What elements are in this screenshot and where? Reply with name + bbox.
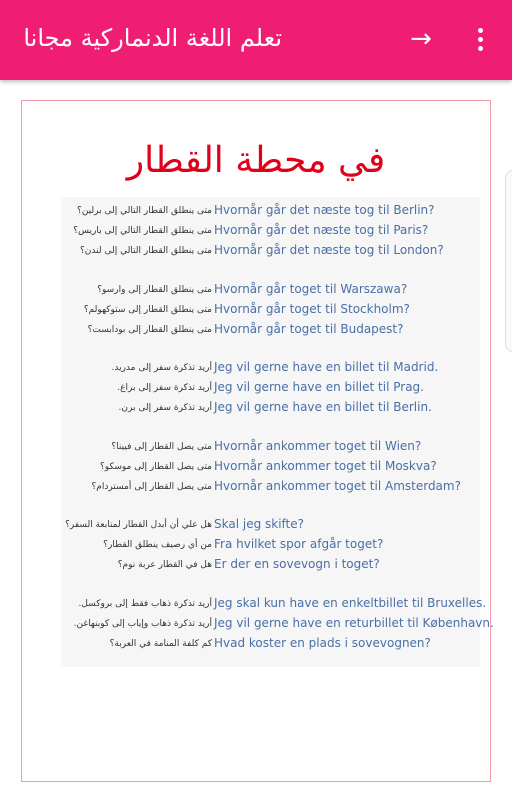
phrase-row xyxy=(0,398,512,418)
phrase-arabic: متى يصل القطار إلى فيينا؟ xyxy=(111,442,212,452)
phrase-danish[interactable]: Jeg vil gerne have en billet til Berlin. xyxy=(214,400,432,414)
menu-dot xyxy=(478,28,483,33)
phrase-arabic: متى ينطلق القطار إلى وارسو؟ xyxy=(97,285,212,295)
phrase-danish[interactable]: Jeg skal kun have en enkeltbillet til Bruxelles. xyxy=(214,596,487,610)
phrase-row xyxy=(0,358,512,378)
phrase-row xyxy=(0,221,512,241)
phrase-danish[interactable]: Hvornår går toget til Stockholm? xyxy=(214,302,410,316)
phrase-row xyxy=(0,535,512,555)
phrase-row xyxy=(0,634,512,654)
phrase-row xyxy=(0,201,512,221)
phrase-arabic: أريد تذكرة سفر إلى مدريد. xyxy=(111,363,212,373)
phrase-danish[interactable]: Hvornår ankommer toget til Wien? xyxy=(214,439,422,453)
phrase-danish[interactable]: Skal jeg skifte? xyxy=(214,517,305,531)
phrase-arabic: أريد تذكرة سفر إلى براغ. xyxy=(117,383,212,393)
phrase-row xyxy=(0,378,512,398)
overflow-menu-icon[interactable] xyxy=(470,26,490,54)
phrase-arabic: أريد تذكرة ذهاب وإياب إلى كوبنهاغن. xyxy=(73,619,212,629)
phrase-danish[interactable]: Hvornår går toget til Warszawa? xyxy=(214,282,408,296)
phrase-danish[interactable]: Jeg vil gerne have en returbillet til København. xyxy=(214,616,494,630)
phrase-danish[interactable]: Hvornår går det næste tog til Berlin? xyxy=(214,203,435,217)
menu-dot xyxy=(478,46,483,51)
phrase-danish[interactable]: Hvornår går det næste tog til Paris? xyxy=(214,223,429,237)
app-title: تعلم اللغة الدنماركية مجانا xyxy=(23,24,282,52)
phrase-row xyxy=(0,594,512,614)
phrase-arabic: متى ينطلق القطار التالي إلى برلين؟ xyxy=(77,206,212,216)
phrase-arabic: أريد تذكرة ذهاب فقط إلى بروكسل. xyxy=(78,599,212,609)
phrase-arabic: متى يصل القطار إلى أمستردام؟ xyxy=(91,482,212,492)
phrase-row xyxy=(0,614,512,634)
app-bar xyxy=(0,0,512,80)
phrase-danish[interactable]: Hvornår går det næste tog til London? xyxy=(214,243,444,257)
phrase-arabic: هل علي أن أبدل القطار لمتابعة السفر؟ xyxy=(65,520,212,530)
phrase-row xyxy=(0,437,512,457)
phrase-row xyxy=(0,555,512,575)
phrase-danish[interactable]: Fra hvilket spor afgår toget? xyxy=(214,537,384,551)
phrase-danish[interactable]: Hvornår ankommer toget til Moskva? xyxy=(214,459,437,473)
arrow-right-icon[interactable]: → xyxy=(410,24,432,54)
phrase-row xyxy=(0,457,512,477)
phrase-row xyxy=(0,477,512,497)
phrase-danish[interactable]: Er der en sovevogn i toget? xyxy=(214,557,380,571)
phrase-arabic: هل في القطار عربة نوم؟ xyxy=(117,560,212,570)
phrase-arabic: متى ينطلق القطار إلى بودابست؟ xyxy=(87,325,212,335)
phrase-arabic: كم كلفة المنامة في العربة؟ xyxy=(109,639,212,649)
page-heading: في محطة القطار xyxy=(126,140,386,181)
phrase-arabic: متى يصل القطار إلى موسكو؟ xyxy=(99,462,212,472)
phrase-arabic: متى ينطلق القطار التالي إلى باريس؟ xyxy=(73,226,212,236)
phrase-row xyxy=(0,515,512,535)
phrase-danish[interactable]: Jeg vil gerne have en billet til Prag. xyxy=(214,380,424,394)
menu-dot xyxy=(478,37,483,42)
phrase-danish[interactable]: Hvad koster en plads i sovevognen? xyxy=(214,636,431,650)
phrase-danish[interactable]: Hvornår ankommer toget til Amsterdam? xyxy=(214,479,461,493)
phrase-arabic: من أي رصيف ينطلق القطار؟ xyxy=(103,540,212,550)
phrase-row xyxy=(0,320,512,340)
phrase-arabic: متى ينطلق القطار إلى ستوكهولم؟ xyxy=(83,305,212,315)
phrase-arabic: أريد تذكرة سفر إلى برن. xyxy=(118,403,212,413)
phrase-row xyxy=(0,280,512,300)
phrase-row xyxy=(0,300,512,320)
phrase-row xyxy=(0,241,512,261)
phrase-arabic: متى ينطلق القطار التالي إلى لندن؟ xyxy=(80,246,212,256)
phrase-danish[interactable]: Jeg vil gerne have en billet til Madrid. xyxy=(214,360,439,374)
phrase-danish[interactable]: Hvornår går toget til Budapest? xyxy=(214,322,404,336)
